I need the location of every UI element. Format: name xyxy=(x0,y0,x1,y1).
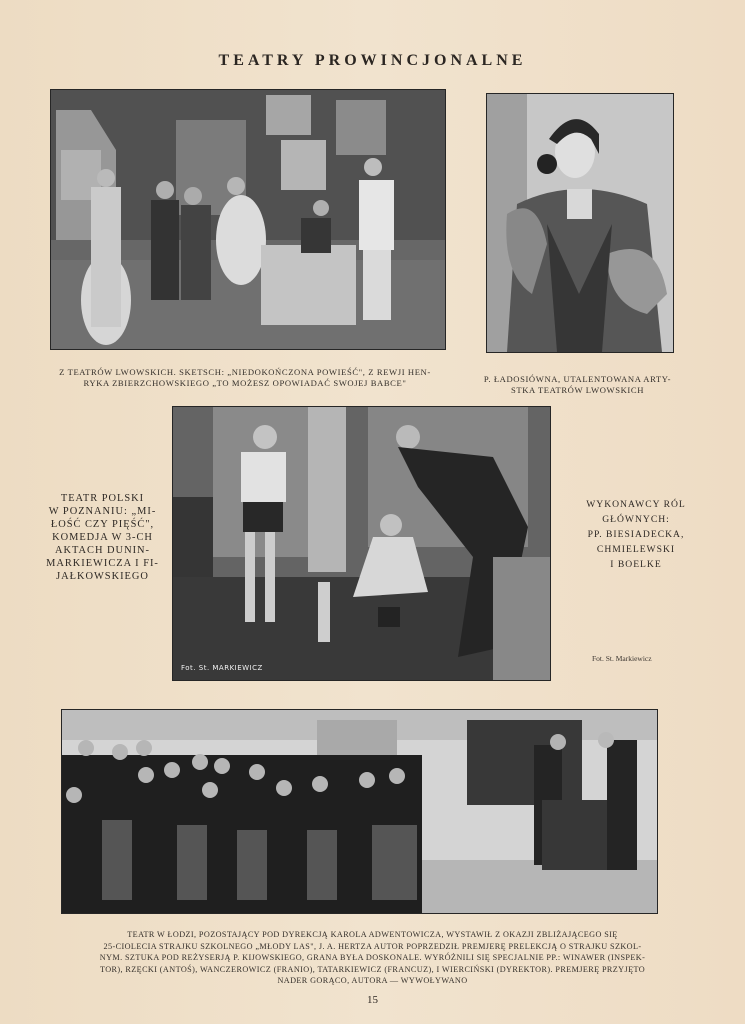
photo-ladosiowna-portrait xyxy=(486,93,674,353)
photo-lwow-sketch xyxy=(50,89,446,350)
caption-ladosiowna: P. ŁADOSIÓWNA, UTALENTOWANA ARTY- STKA TEATRÓW LWOWSKICH xyxy=(483,374,672,395)
photo-lodz-mlody-las xyxy=(61,709,658,914)
caption-poznan-left: TEATR POLSKI W POZNANIU: „MI- ŁOŚĆ CZY PIĘŚĆ", KOMEDJA W 3-CH AKTACH DUNIN- MARKIEWICZA I FI- JAŁKOWSKIEGO xyxy=(46,493,159,582)
caption-lodz: TEATR W ŁODZI, POZOSTAJĄCY POD DYREKCJĄ KAROLA ADWENTOWICZA, WYSTAWIŁ Z OKAZJI ZBLIŻAJĄCEGO SIĘ 25-CIOLECIA STRAJKU SZKOLNEGO „MŁODY LAS", J. A. HERTZA AUTOR POPRZEDZIŁ PREMJERĘ PRELEKCJĄ O STRAJKU SZKOL- NYM. SZTUKA POD REŻYSERJĄ P. KIJOWSKIEGO, GRANA BYŁA DOSKONALE. WYRÓŻNILI SIĘ SPECJALNIE PP.: WINAWER (INSPEK- TOR), RZĘCKI (ANTOŚ), WANCZEROWICZ (FRANIO), TATARKIEWICZ (FRANCUZ), I WIERCIŃSKI (DYREKTOR). PREMJERĘ PRZYJĘTO NADER GORĄCO, AUTORA — WYWOŁYWANO xyxy=(99,930,646,985)
page-title: TEATRY PROWINCJONALNE xyxy=(218,52,527,69)
caption-lwow-sketch: Z TEATRÓW LWOWSKICH. SKETSCH: „NIEDOKOŃCZONA POWIEŚĆ", Z REWJI HEN- RYKA ZBIERZCHOWSKIEGO „TO MOŻESZ OPOWIADAĆ SWOJEJ BABCE" xyxy=(59,367,431,388)
photo-credit: Fot. St. Markiewicz xyxy=(592,654,652,663)
photo-stamp-markiewicz: Fot. St. MARKIEWICZ xyxy=(181,664,263,672)
page-number: 15 xyxy=(367,994,378,1006)
photo-poznan-comedy xyxy=(172,406,551,681)
caption-poznan-right: WYKONAWCY RÓL GŁÓWNYCH: PP. BIESIADECKA, CHMIELEWSKI I BOELKE xyxy=(586,499,686,570)
